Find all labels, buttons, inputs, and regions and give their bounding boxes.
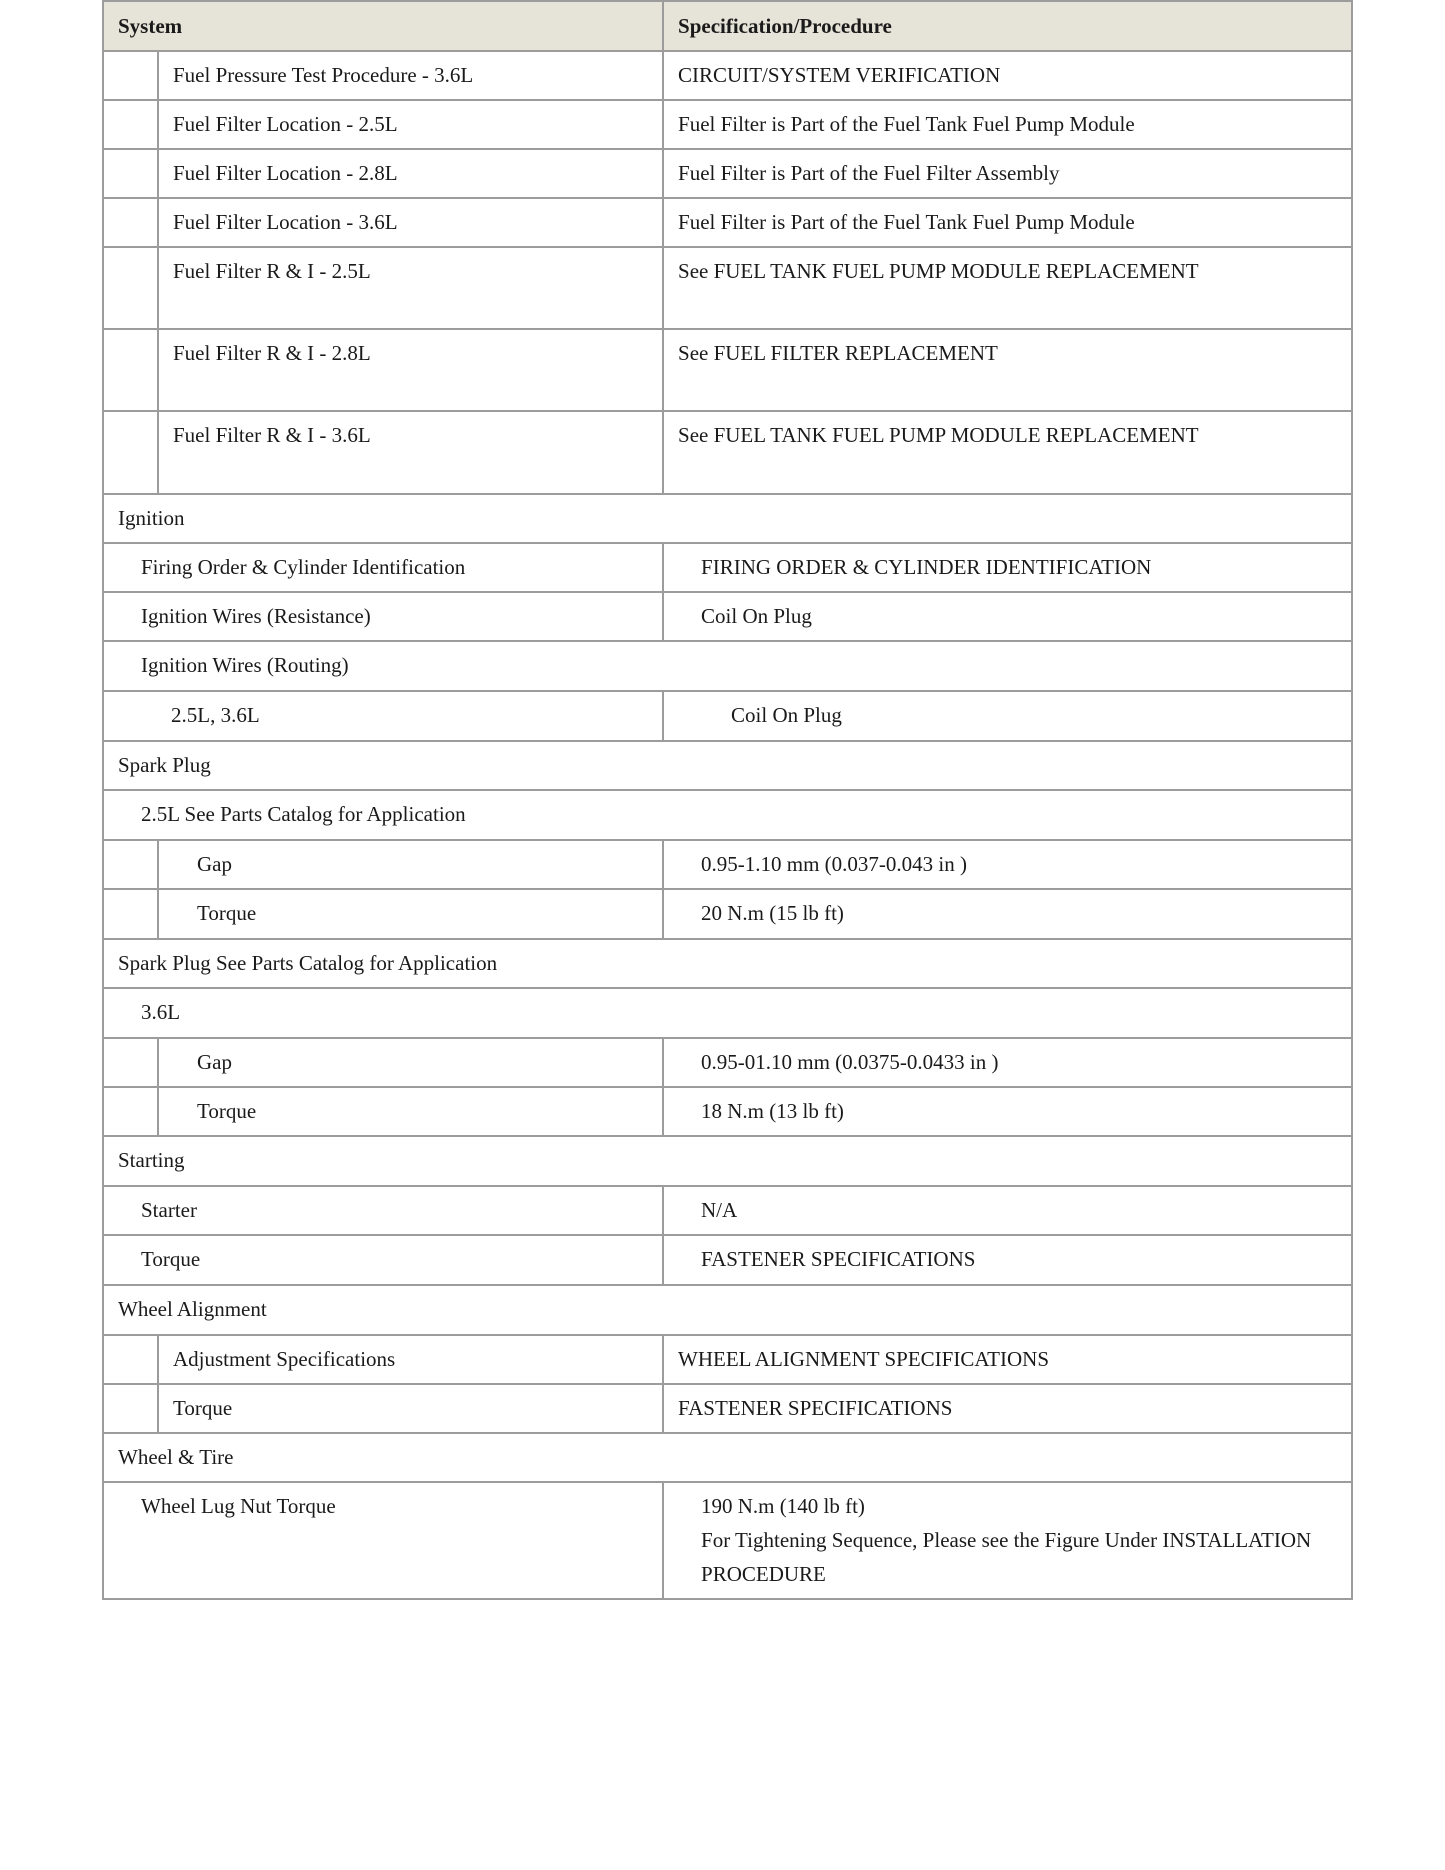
- system-cell: Fuel Filter Location - 2.5L: [158, 100, 663, 149]
- section-row-starting: [103, 1136, 1352, 1186]
- system-cell: Torque: [158, 1384, 663, 1433]
- indent-cell: [103, 840, 158, 889]
- section-row-ignition: [103, 494, 1352, 543]
- table-row: [103, 1087, 1352, 1136]
- system-cell: Fuel Filter R & I - 2.8L: [158, 329, 663, 411]
- system-cell: Torque: [158, 1087, 663, 1136]
- table-row: [103, 198, 1352, 247]
- indent-cell: [103, 889, 158, 939]
- table-row: [103, 691, 1352, 741]
- spec-cell: FIRING ORDER & CYLINDER IDENTIFICATION: [663, 543, 1352, 592]
- table-row: [103, 247, 1352, 329]
- section-row-spark-plug-36: [103, 939, 1352, 988]
- section-title: Starting: [103, 1136, 1352, 1186]
- spec-cell: 20 N.m (15 lb ft): [663, 889, 1352, 939]
- spec-line: PROCEDURE: [701, 1562, 826, 1586]
- table-row: [103, 889, 1352, 939]
- subsection-title: 2.5L See Parts Catalog for Application: [103, 790, 1352, 840]
- section-row-spark-plug: [103, 741, 1352, 790]
- table-row: [103, 149, 1352, 198]
- spec-cell: 0.95-01.10 mm (0.0375-0.0433 in ): [663, 1038, 1352, 1087]
- table-row: [103, 329, 1352, 411]
- table-row: [103, 1384, 1352, 1433]
- specification-table: [102, 0, 1353, 1600]
- section-row-wheel-tire: [103, 1433, 1352, 1482]
- table-row: [103, 411, 1352, 494]
- system-cell: Gap: [158, 840, 663, 889]
- spec-cell: FASTENER SPECIFICATIONS: [663, 1235, 1352, 1285]
- section-title: Wheel & Tire: [103, 1433, 1352, 1482]
- subsection-row: [103, 641, 1352, 691]
- table-header-row: [103, 1, 1352, 51]
- system-cell: Wheel Lug Nut Torque: [103, 1482, 663, 1599]
- system-cell: Gap: [158, 1038, 663, 1087]
- table-row: [103, 51, 1352, 100]
- system-cell: Fuel Filter Location - 3.6L: [158, 198, 663, 247]
- system-cell: Torque: [158, 889, 663, 939]
- table-row: [103, 592, 1352, 641]
- subsection-row: [103, 988, 1352, 1038]
- indent-cell: [103, 149, 158, 198]
- spec-cell: See FUEL TANK FUEL PUMP MODULE REPLACEMENT: [663, 247, 1352, 329]
- system-cell: Starter: [103, 1186, 663, 1235]
- spec-cell: WHEEL ALIGNMENT SPECIFICATIONS: [663, 1335, 1352, 1384]
- table-row: [103, 1235, 1352, 1285]
- spec-cell: Coil On Plug: [663, 691, 1352, 741]
- spec-cell: [663, 1482, 1352, 1599]
- spec-cell: See FUEL FILTER REPLACEMENT: [663, 329, 1352, 411]
- spec-cell: Coil On Plug: [663, 592, 1352, 641]
- system-cell: Fuel Pressure Test Procedure - 3.6L: [158, 51, 663, 100]
- header-system: System: [103, 1, 663, 51]
- table-row: [103, 1186, 1352, 1235]
- spec-cell: See FUEL TANK FUEL PUMP MODULE REPLACEMENT: [663, 411, 1352, 494]
- system-cell: Torque: [103, 1235, 663, 1285]
- subsection-title: 3.6L: [103, 988, 1352, 1038]
- header-specification: Specification/Procedure: [663, 1, 1352, 51]
- table-row: [103, 840, 1352, 889]
- spec-line: For Tightening Sequence, Please see the Figure Under INSTALLATION: [701, 1528, 1312, 1552]
- indent-cell: [103, 411, 158, 494]
- section-title: Wheel Alignment: [103, 1285, 1352, 1335]
- section-title: Ignition: [103, 494, 1352, 543]
- system-cell: Adjustment Specifications: [158, 1335, 663, 1384]
- indent-cell: [103, 1335, 158, 1384]
- spec-cell: Fuel Filter is Part of the Fuel Tank Fuel Pump Module: [663, 100, 1352, 149]
- table-row: [103, 543, 1352, 592]
- subsection-title: Ignition Wires (Routing): [103, 641, 1352, 691]
- table-row: [103, 1335, 1352, 1384]
- indent-cell: [103, 1087, 158, 1136]
- indent-cell: [103, 51, 158, 100]
- spec-cell: FASTENER SPECIFICATIONS: [663, 1384, 1352, 1433]
- table-row: [103, 100, 1352, 149]
- spec-cell: CIRCUIT/SYSTEM VERIFICATION: [663, 51, 1352, 100]
- section-title: Spark Plug: [103, 741, 1352, 790]
- system-cell: Fuel Filter Location - 2.8L: [158, 149, 663, 198]
- table-row: [103, 1482, 1352, 1599]
- indent-cell: [103, 100, 158, 149]
- system-cell: Ignition Wires (Resistance): [103, 592, 663, 641]
- system-cell: Firing Order & Cylinder Identification: [103, 543, 663, 592]
- section-title: Spark Plug See Parts Catalog for Application: [103, 939, 1352, 988]
- system-cell: Fuel Filter R & I - 2.5L: [158, 247, 663, 329]
- spec-cell: Fuel Filter is Part of the Fuel Tank Fuel Pump Module: [663, 198, 1352, 247]
- section-row-wheel-alignment: [103, 1285, 1352, 1335]
- indent-cell: [103, 247, 158, 329]
- spec-line: 190 N.m (140 lb ft): [701, 1494, 865, 1518]
- spec-cell: Fuel Filter is Part of the Fuel Filter Assembly: [663, 149, 1352, 198]
- system-cell: Fuel Filter R & I - 3.6L: [158, 411, 663, 494]
- system-cell: 2.5L, 3.6L: [103, 691, 663, 741]
- spec-cell: N/A: [663, 1186, 1352, 1235]
- spec-cell: 0.95-1.10 mm (0.037-0.043 in ): [663, 840, 1352, 889]
- indent-cell: [103, 1038, 158, 1087]
- spec-cell: 18 N.m (13 lb ft): [663, 1087, 1352, 1136]
- indent-cell: [103, 329, 158, 411]
- indent-cell: [103, 198, 158, 247]
- subsection-row: [103, 790, 1352, 840]
- table-row: [103, 1038, 1352, 1087]
- indent-cell: [103, 1384, 158, 1433]
